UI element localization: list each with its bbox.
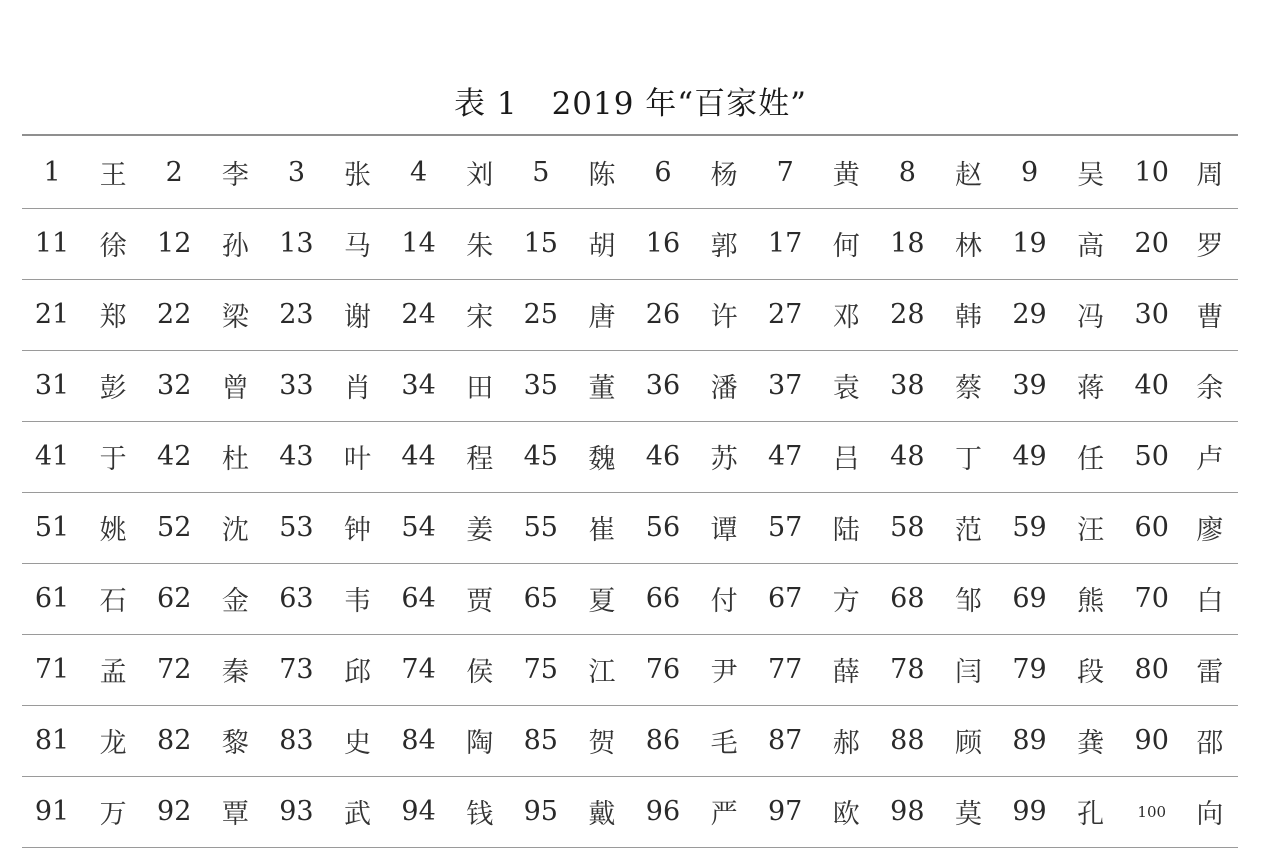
rank-number: 19 bbox=[1000, 208, 1060, 279]
surname: 孔 bbox=[1060, 776, 1122, 847]
surname: 魏 bbox=[571, 421, 633, 492]
rank-number: 3 bbox=[266, 137, 326, 208]
surname: 董 bbox=[571, 350, 633, 421]
surname: 于 bbox=[82, 421, 144, 492]
rank-number: 98 bbox=[877, 776, 937, 847]
surname: 邹 bbox=[937, 563, 999, 634]
surname: 马 bbox=[326, 208, 388, 279]
rank-number: 96 bbox=[633, 776, 693, 847]
surname: 钟 bbox=[326, 492, 388, 563]
surname: 覃 bbox=[204, 776, 266, 847]
surname: 崔 bbox=[571, 492, 633, 563]
rank-number: 18 bbox=[877, 208, 937, 279]
rank-number: 87 bbox=[755, 705, 815, 776]
rank-number: 30 bbox=[1122, 279, 1182, 350]
table-row bbox=[22, 634, 1238, 705]
surname: 方 bbox=[815, 563, 877, 634]
rank-number: 37 bbox=[755, 350, 815, 421]
surname: 付 bbox=[693, 563, 755, 634]
rank-number: 61 bbox=[22, 563, 82, 634]
table-row bbox=[22, 705, 1238, 776]
rank-number: 38 bbox=[877, 350, 937, 421]
surname: 高 bbox=[1060, 208, 1122, 279]
rank-number: 60 bbox=[1122, 492, 1182, 563]
rank-number: 58 bbox=[877, 492, 937, 563]
surname: 唐 bbox=[571, 279, 633, 350]
table-row bbox=[22, 563, 1238, 634]
surname: 熊 bbox=[1060, 563, 1122, 634]
rank-number: 68 bbox=[877, 563, 937, 634]
rank-number: 17 bbox=[755, 208, 815, 279]
rank-number: 26 bbox=[633, 279, 693, 350]
surname: 邵 bbox=[1182, 705, 1238, 776]
rank-number: 84 bbox=[389, 705, 449, 776]
table-row bbox=[22, 208, 1238, 279]
surname: 姜 bbox=[449, 492, 511, 563]
rank-number: 21 bbox=[22, 279, 82, 350]
surname: 雷 bbox=[1182, 634, 1238, 705]
rank-number: 13 bbox=[266, 208, 326, 279]
surname: 田 bbox=[449, 350, 511, 421]
surname: 郭 bbox=[693, 208, 755, 279]
rank-number: 7 bbox=[755, 137, 815, 208]
surname: 张 bbox=[326, 137, 388, 208]
surname: 肖 bbox=[326, 350, 388, 421]
surname: 贺 bbox=[571, 705, 633, 776]
rank-number: 73 bbox=[266, 634, 326, 705]
surname: 欧 bbox=[815, 776, 877, 847]
rank-number: 65 bbox=[511, 563, 571, 634]
rank-number: 45 bbox=[511, 421, 571, 492]
surname: 孙 bbox=[204, 208, 266, 279]
rank-number: 78 bbox=[877, 634, 937, 705]
rank-number: 85 bbox=[511, 705, 571, 776]
rank-number: 5 bbox=[511, 137, 571, 208]
rank-number: 93 bbox=[266, 776, 326, 847]
surname: 史 bbox=[326, 705, 388, 776]
surname: 苏 bbox=[693, 421, 755, 492]
rank-number: 88 bbox=[877, 705, 937, 776]
surname: 万 bbox=[82, 776, 144, 847]
rank-number: 25 bbox=[511, 279, 571, 350]
surname: 徐 bbox=[82, 208, 144, 279]
rank-number: 76 bbox=[633, 634, 693, 705]
surname: 武 bbox=[326, 776, 388, 847]
surname-ranking-table bbox=[22, 137, 1238, 848]
surname: 蔡 bbox=[937, 350, 999, 421]
rank-number: 80 bbox=[1122, 634, 1182, 705]
rank-number: 54 bbox=[389, 492, 449, 563]
surname: 石 bbox=[82, 563, 144, 634]
surname: 韩 bbox=[937, 279, 999, 350]
surname: 程 bbox=[449, 421, 511, 492]
table-row bbox=[22, 350, 1238, 421]
surname: 白 bbox=[1182, 563, 1238, 634]
rank-number: 95 bbox=[511, 776, 571, 847]
rank-number: 74 bbox=[389, 634, 449, 705]
rank-number: 32 bbox=[144, 350, 204, 421]
rank-number: 52 bbox=[144, 492, 204, 563]
surname: 廖 bbox=[1182, 492, 1238, 563]
surname: 贾 bbox=[449, 563, 511, 634]
surname: 汪 bbox=[1060, 492, 1122, 563]
rank-number: 100 bbox=[1122, 776, 1182, 847]
rank-number: 27 bbox=[755, 279, 815, 350]
rank-number: 51 bbox=[22, 492, 82, 563]
surname: 袁 bbox=[815, 350, 877, 421]
rank-number: 22 bbox=[144, 279, 204, 350]
table-row bbox=[22, 492, 1238, 563]
rank-number: 36 bbox=[633, 350, 693, 421]
surname: 陈 bbox=[571, 137, 633, 208]
rank-number: 92 bbox=[144, 776, 204, 847]
surname: 严 bbox=[693, 776, 755, 847]
surname: 叶 bbox=[326, 421, 388, 492]
rank-number: 90 bbox=[1122, 705, 1182, 776]
surname: 黄 bbox=[815, 137, 877, 208]
rank-number: 33 bbox=[266, 350, 326, 421]
table-row bbox=[22, 421, 1238, 492]
surname: 尹 bbox=[693, 634, 755, 705]
surname: 陆 bbox=[815, 492, 877, 563]
surname: 姚 bbox=[82, 492, 144, 563]
rank-number: 56 bbox=[633, 492, 693, 563]
surname: 戴 bbox=[571, 776, 633, 847]
surname: 杜 bbox=[204, 421, 266, 492]
surname: 闫 bbox=[937, 634, 999, 705]
rank-number: 81 bbox=[22, 705, 82, 776]
surname: 邓 bbox=[815, 279, 877, 350]
rank-number: 31 bbox=[22, 350, 82, 421]
rank-number: 47 bbox=[755, 421, 815, 492]
rank-number: 41 bbox=[22, 421, 82, 492]
rank-number: 43 bbox=[266, 421, 326, 492]
rank-number: 83 bbox=[266, 705, 326, 776]
rank-number: 55 bbox=[511, 492, 571, 563]
surname: 王 bbox=[82, 137, 144, 208]
rank-number: 48 bbox=[877, 421, 937, 492]
rank-number: 12 bbox=[144, 208, 204, 279]
table-row bbox=[22, 279, 1238, 350]
rank-number: 40 bbox=[1122, 350, 1182, 421]
surname: 冯 bbox=[1060, 279, 1122, 350]
surname: 龚 bbox=[1060, 705, 1122, 776]
table-body bbox=[22, 137, 1238, 847]
surname: 郝 bbox=[815, 705, 877, 776]
table-number: 表 1 bbox=[453, 86, 518, 122]
rank-number: 57 bbox=[755, 492, 815, 563]
surname: 曹 bbox=[1182, 279, 1238, 350]
rank-number: 20 bbox=[1122, 208, 1182, 279]
rank-number: 69 bbox=[1000, 563, 1060, 634]
surname: 蒋 bbox=[1060, 350, 1122, 421]
rank-number: 66 bbox=[633, 563, 693, 634]
table-row bbox=[22, 776, 1238, 847]
rank-number: 42 bbox=[144, 421, 204, 492]
rank-number: 10 bbox=[1122, 137, 1182, 208]
surname: 潘 bbox=[693, 350, 755, 421]
surname: 任 bbox=[1060, 421, 1122, 492]
rank-number: 29 bbox=[1000, 279, 1060, 350]
surname: 段 bbox=[1060, 634, 1122, 705]
rank-number: 62 bbox=[144, 563, 204, 634]
rank-number: 6 bbox=[633, 137, 693, 208]
rank-number: 24 bbox=[389, 279, 449, 350]
surname: 龙 bbox=[82, 705, 144, 776]
rank-number: 9 bbox=[1000, 137, 1060, 208]
rank-number: 75 bbox=[511, 634, 571, 705]
surname: 顾 bbox=[937, 705, 999, 776]
rank-number: 97 bbox=[755, 776, 815, 847]
surname: 宋 bbox=[449, 279, 511, 350]
surname: 谭 bbox=[693, 492, 755, 563]
surname: 谢 bbox=[326, 279, 388, 350]
surname: 彭 bbox=[82, 350, 144, 421]
rank-number: 50 bbox=[1122, 421, 1182, 492]
table-title bbox=[0, 78, 1261, 123]
surname: 何 bbox=[815, 208, 877, 279]
surname: 吴 bbox=[1060, 137, 1122, 208]
surname: 杨 bbox=[693, 137, 755, 208]
surname: 侯 bbox=[449, 634, 511, 705]
surname: 薛 bbox=[815, 634, 877, 705]
rank-number: 94 bbox=[389, 776, 449, 847]
rank-number: 1 bbox=[22, 137, 82, 208]
surname: 梁 bbox=[204, 279, 266, 350]
surname: 夏 bbox=[571, 563, 633, 634]
surname: 江 bbox=[571, 634, 633, 705]
rank-number: 11 bbox=[22, 208, 82, 279]
surname: 赵 bbox=[937, 137, 999, 208]
surname: 钱 bbox=[449, 776, 511, 847]
surname: 李 bbox=[204, 137, 266, 208]
surname: 黎 bbox=[204, 705, 266, 776]
surname: 陶 bbox=[449, 705, 511, 776]
rank-number: 63 bbox=[266, 563, 326, 634]
surname: 刘 bbox=[449, 137, 511, 208]
rank-number: 67 bbox=[755, 563, 815, 634]
rank-number: 82 bbox=[144, 705, 204, 776]
rank-number: 35 bbox=[511, 350, 571, 421]
rank-number: 91 bbox=[22, 776, 82, 847]
rank-number: 99 bbox=[1000, 776, 1060, 847]
top-rule bbox=[22, 134, 1238, 136]
rank-number: 89 bbox=[1000, 705, 1060, 776]
surname: 秦 bbox=[204, 634, 266, 705]
rank-number: 70 bbox=[1122, 563, 1182, 634]
rank-number: 77 bbox=[755, 634, 815, 705]
rank-number: 2 bbox=[144, 137, 204, 208]
rank-number: 34 bbox=[389, 350, 449, 421]
rank-number: 49 bbox=[1000, 421, 1060, 492]
surname: 丁 bbox=[937, 421, 999, 492]
rank-number: 28 bbox=[877, 279, 937, 350]
surname: 沈 bbox=[204, 492, 266, 563]
rank-number: 79 bbox=[1000, 634, 1060, 705]
rank-number: 46 bbox=[633, 421, 693, 492]
surname: 罗 bbox=[1182, 208, 1238, 279]
surname: 周 bbox=[1182, 137, 1238, 208]
surname: 范 bbox=[937, 492, 999, 563]
surname: 林 bbox=[937, 208, 999, 279]
surname: 吕 bbox=[815, 421, 877, 492]
surname: 向 bbox=[1182, 776, 1238, 847]
surname: 余 bbox=[1182, 350, 1238, 421]
rank-number: 72 bbox=[144, 634, 204, 705]
rank-number: 14 bbox=[389, 208, 449, 279]
surname: 莫 bbox=[937, 776, 999, 847]
surname: 朱 bbox=[449, 208, 511, 279]
surname: 孟 bbox=[82, 634, 144, 705]
table-caption: 2019 年“百家姓” bbox=[551, 86, 808, 122]
rank-number: 44 bbox=[389, 421, 449, 492]
rank-number: 71 bbox=[22, 634, 82, 705]
rank-number: 23 bbox=[266, 279, 326, 350]
rank-number: 4 bbox=[389, 137, 449, 208]
surname: 胡 bbox=[571, 208, 633, 279]
surname: 曾 bbox=[204, 350, 266, 421]
surname: 卢 bbox=[1182, 421, 1238, 492]
rank-number: 39 bbox=[1000, 350, 1060, 421]
rank-number: 16 bbox=[633, 208, 693, 279]
rank-number: 86 bbox=[633, 705, 693, 776]
rank-number: 59 bbox=[1000, 492, 1060, 563]
rank-number: 15 bbox=[511, 208, 571, 279]
rank-number: 8 bbox=[877, 137, 937, 208]
surname: 金 bbox=[204, 563, 266, 634]
rank-number: 64 bbox=[389, 563, 449, 634]
rank-number: 53 bbox=[266, 492, 326, 563]
table-row bbox=[22, 137, 1238, 208]
surname: 郑 bbox=[82, 279, 144, 350]
surname: 许 bbox=[693, 279, 755, 350]
surname: 邱 bbox=[326, 634, 388, 705]
surname: 毛 bbox=[693, 705, 755, 776]
surname: 韦 bbox=[326, 563, 388, 634]
